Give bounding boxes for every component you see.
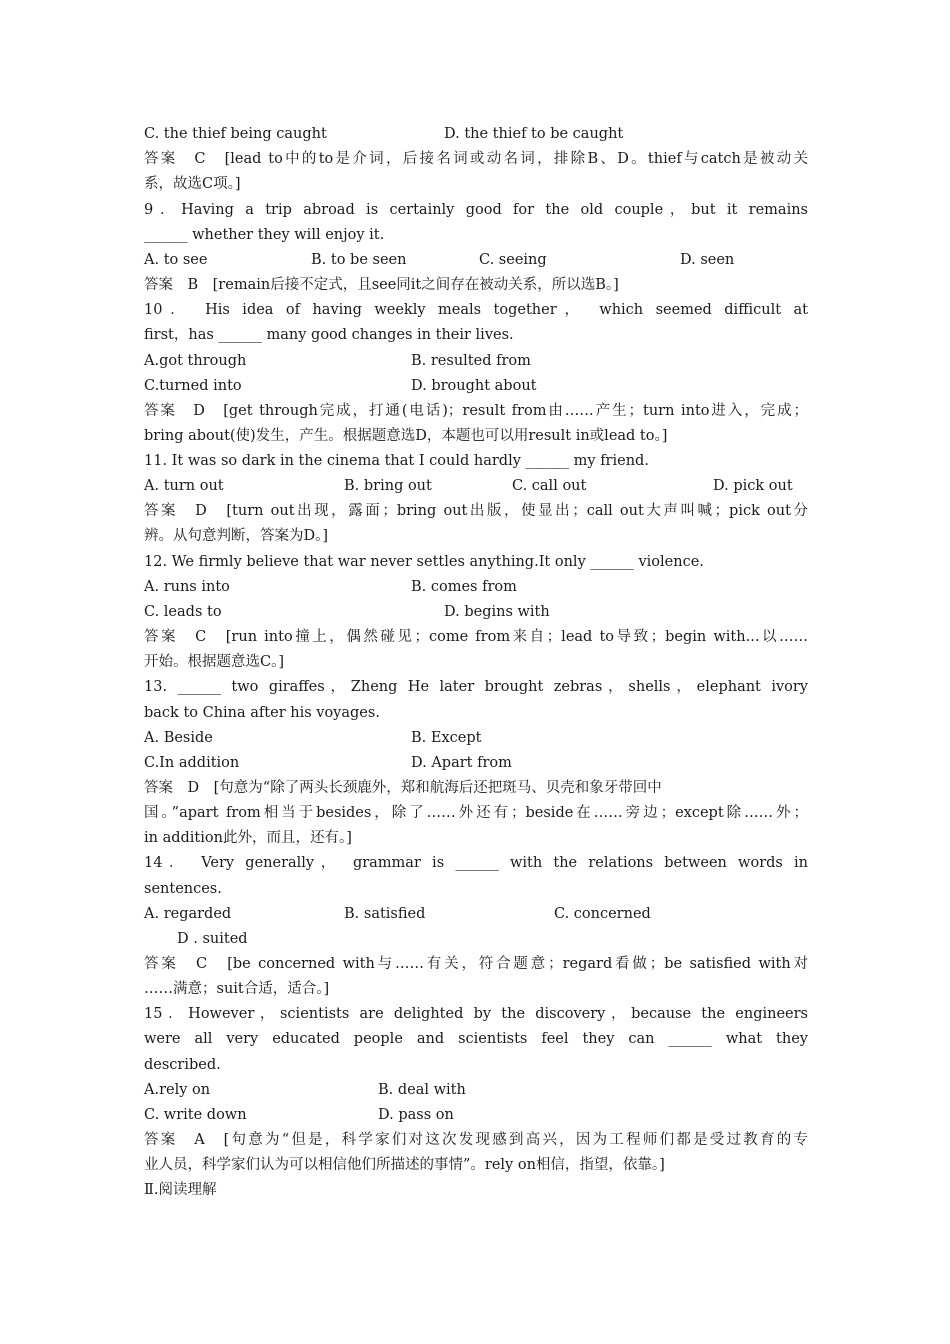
- text-line: were all very educated people and scientists feel they can ______ what they: [144, 1031, 808, 1047]
- answer-option: C.In addition: [144, 755, 240, 771]
- answer-option: C. call out: [512, 478, 587, 494]
- text-line: in addition此外，而且，还有。]: [144, 830, 352, 846]
- answer-option: B. to be seen: [311, 252, 407, 268]
- answer-option: D. begins with: [444, 604, 550, 620]
- answer-option: D. seen: [680, 252, 735, 268]
- text-line: 业人员，科学家们认为可以相信他们所描述的事情”。rely on相信，指望，依靠。]: [144, 1157, 665, 1173]
- text-line: back to China after his voyages.: [144, 705, 380, 721]
- text-line: Ⅱ.阅读理解: [144, 1182, 217, 1198]
- answer-option: B. resulted from: [411, 353, 531, 369]
- option-row: [144, 476, 808, 498]
- answer-option: C.turned into: [144, 378, 242, 394]
- answer-option: A. regarded: [144, 906, 232, 922]
- option-row: [144, 728, 808, 750]
- text-line: described.: [144, 1057, 221, 1073]
- answer-option: D . suited: [177, 931, 248, 947]
- answer-option: D. brought about: [411, 378, 537, 394]
- text-line: 答案 C [be concerned with与……有关，符合题意；regard看做；be satisfied with对: [144, 956, 808, 972]
- answer-option: B. bring out: [344, 478, 432, 494]
- option-row: [144, 124, 808, 146]
- option-row: [144, 351, 808, 373]
- text-line: 11. It was so dark in the cinema that I could hardly ______ my friend.: [144, 453, 649, 469]
- answer-option: D. the thief to be caught: [444, 126, 624, 142]
- text-line: 9．Having a trip abroad is certainly good for the old couple，but it remains: [144, 202, 808, 218]
- option-row: [144, 376, 808, 398]
- option-row: [144, 1080, 808, 1102]
- answer-option: C. concerned: [554, 906, 651, 922]
- text-line: 15．However，scientists are delighted by the discovery，because the engineers: [144, 1006, 808, 1022]
- text-line: 答案 A [句意为“但是，科学家们对这次发现感到高兴，因为工程师们都是受过教育的专: [144, 1132, 808, 1148]
- answer-option: D. pick out: [713, 478, 793, 494]
- answer-option: B. comes from: [411, 579, 517, 595]
- option-row: [144, 602, 808, 624]
- text-line: 系，故选C项。]: [144, 176, 241, 192]
- text-line: 答案 B [remain后接不定式，且see同it之间存在被动关系，所以选B。]: [144, 277, 619, 293]
- option-row: [144, 929, 808, 951]
- text-line: 答案 D [句意为“除了两头长颈鹿外，郑和航海后还把斑马、贝壳和象牙带回中: [144, 780, 662, 796]
- answer-option: C. seeing: [479, 252, 547, 268]
- text-line: 答案 D [get through完成，打通(电话)；result from由……产生；turn into进入，完成；: [144, 403, 808, 419]
- answer-option: C. the thief being caught: [144, 126, 327, 142]
- text-line: 辨。从句意判断，答案为D。]: [144, 528, 329, 544]
- text-line: 14． Very generally， grammar is ______ with the relations between words in: [144, 855, 808, 871]
- text-line: bring about(使)发生，产生。根据题意选D，本题也可以用result in或lead to。]: [144, 428, 668, 444]
- answer-option: A.rely on: [144, 1082, 211, 1098]
- answer-option: B. Except: [411, 730, 482, 746]
- option-row: [144, 577, 808, 599]
- option-row: [144, 1105, 808, 1127]
- option-row: [144, 904, 808, 926]
- answer-option: A. to see: [144, 252, 208, 268]
- text-line: ______ whether they will enjoy it.: [144, 227, 385, 243]
- text-line: 答案 C [run into撞上，偶然碰见；come from来自；lead to导致；begin with...以……: [144, 629, 808, 645]
- answer-option: A. runs into: [144, 579, 230, 595]
- text-line: 开始。根据题意选C。]: [144, 654, 285, 670]
- text-line: sentences.: [144, 881, 222, 897]
- text-line: 国。”apart from相当于besides，除了……外还有；beside在……旁边；except除……外；: [144, 805, 808, 821]
- text-line: 13. ______ two giraffes，Zheng He later brought zebras，shells，elephant ivory: [144, 679, 808, 695]
- answer-option: D. Apart from: [411, 755, 512, 771]
- answer-option: D. pass on: [378, 1107, 454, 1123]
- text-line: 10． His idea of having weekly meals together， which seemed difficult at: [144, 302, 808, 318]
- answer-option: B. satisfied: [344, 906, 426, 922]
- answer-option: A. Beside: [144, 730, 213, 746]
- text-line: 答案 D [turn out出现，露面；bring out出版，使显出；call out大声叫喊；pick out分: [144, 503, 808, 519]
- answer-option: C. write down: [144, 1107, 247, 1123]
- answer-option: A. turn out: [144, 478, 224, 494]
- answer-option: A.got through: [144, 353, 247, 369]
- answer-option: B. deal with: [378, 1082, 466, 1098]
- text-line: 答案 C [lead to中的to是介词，后接名词或动名词，排除B、D。thief与catch是被动关: [144, 151, 808, 167]
- option-row: [144, 753, 808, 775]
- option-row: [144, 250, 808, 272]
- text-line: first，has ______ many good changes in their lives.: [144, 327, 514, 343]
- answer-option: C. leads to: [144, 604, 222, 620]
- text-line: 12. We firmly believe that war never settles anything.It only ______ violence.: [144, 554, 704, 570]
- text-line: ……满意；suit合适，适合。]: [144, 981, 330, 997]
